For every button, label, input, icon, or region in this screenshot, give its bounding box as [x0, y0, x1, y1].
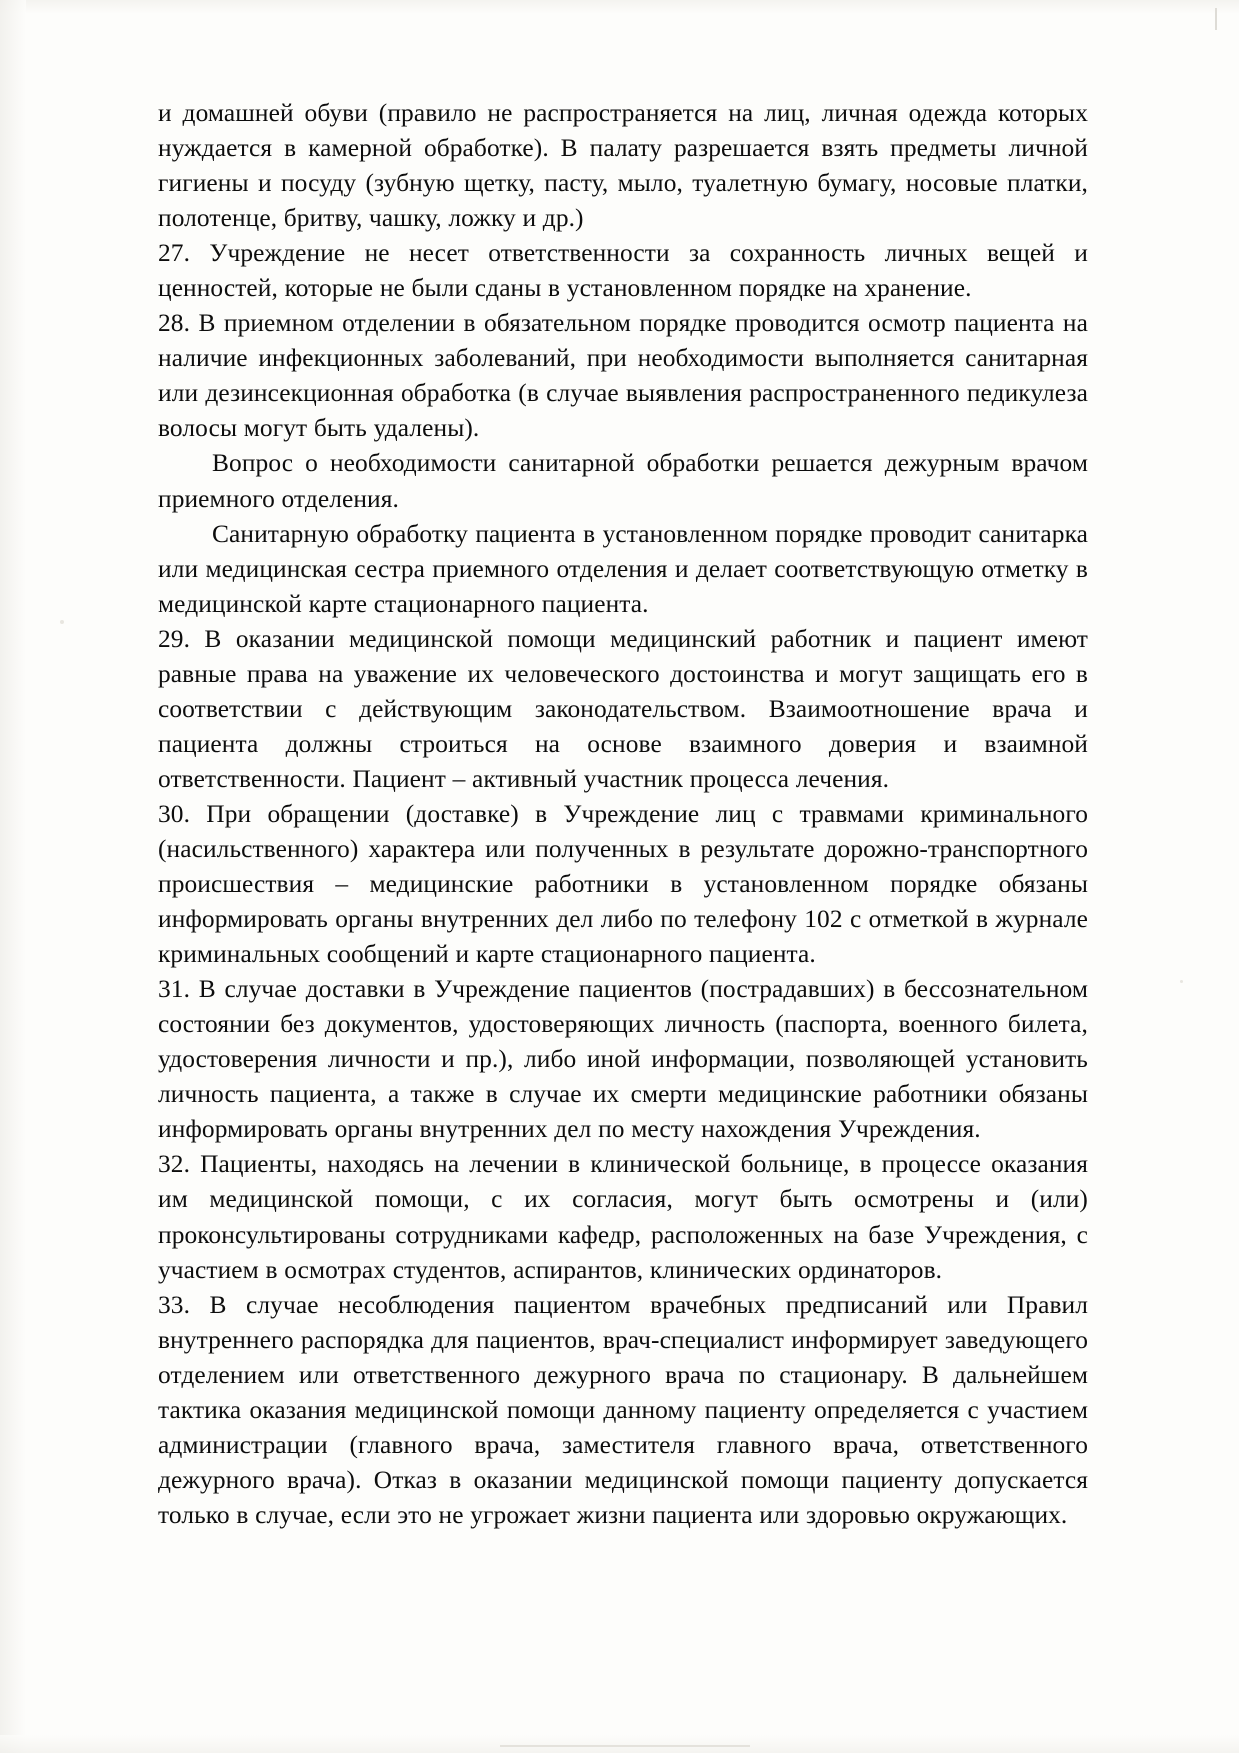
- paragraph-32: 32. Пациенты, находясь на лечении в клинической больнице, в процессе оказания им медицинской помощи, с их согласия, могут быть осмотрены и (или) проконсультированы сотрудниками кафедр, расположенных на базе Учреждения, с участием в осмотрах студентов, аспирантов, клинических ординаторов.: [158, 1150, 1088, 1284]
- paragraph-28: 28. В приемном отделении в обязательном порядке проводится осмотр пациента на наличие инфекционных заболеваний, при необходимости выполняется санитарная или дезинсекционная обработка (в случае выявления распространенного педикулеза волосы могут быть удалены).: [158, 309, 1088, 443]
- paragraph-continuation: и домашней обуви (правило не распространяется на лиц, личная одежда которых нуждается в камерной обработке). В палату разрешается взять предметы личной гигиены и посуду (зубную щетку, пасту, мыло, туалетную бумагу, носовые платки, полотенце, бритву, чашку, ложку и др.): [158, 99, 1088, 233]
- paper-speck: [60, 620, 64, 624]
- scan-artifact-bottom: [500, 1745, 750, 1747]
- paragraph-28-sub-2: Санитарную обработку пациента в установленном порядке проводит санитарка или медицинская сестра приемного отделения и делает соответствующую отметку в медицинской карте стационарного пациента.: [158, 519, 1088, 618]
- paragraph-30: 30. При обращении (доставке) в Учреждение лиц с травмами криминального (насильственного) характера или полученных в результате дорожно-транспортного происшествия – медицинские работники в установленном порядке обязаны информировать органы внутренних дел либо по телефону 102 с отметкой в журнале криминальных сообщений и карте стационарного пациента.: [158, 799, 1088, 969]
- scan-artifact-right: [1215, 8, 1217, 30]
- paragraph-27: 27. Учреждение не несет ответственности за сохранность личных вещей и ценностей, которые не были сданы в установленном порядке на хранение.: [158, 239, 1088, 303]
- paragraph-33: 33. В случае несоблюдения пациентом врачебных предписаний или Правил внутреннего распорядка для пациентов, врач-специалист информирует заведующего отделением или ответственного дежурного врача по стационару. В дальнейшем тактика оказания медицинской помощи данному пациенту определяется с участием администрации (главного врача, заместителя главного врача, ответственного дежурного врача). Отказ в оказании медицинской помощи пациенту допускается только в случае, если это не угрожает жизни пациента или здоровью окружающих.: [158, 1290, 1088, 1529]
- paragraph-28-sub-1: Вопрос о необходимости санитарной обработки решается дежурным врачом приемного отделения.: [158, 449, 1088, 513]
- paragraph-31: 31. В случае доставки в Учреждение пациентов (пострадавших) в бессознательном состоянии без документов, удостоверяющих личность (паспорта, военного билета, удостоверения личности и пр.), либо иной информации, позволяющей установить личность пациента, а также в случае их смерти медицинские работники обязаны информировать органы внутренних дел по месту нахождения Учреждения.: [158, 975, 1088, 1144]
- document-body: [158, 96, 1088, 1533]
- page-edge-top: [0, 0, 1239, 14]
- paper-speck: [1180, 980, 1183, 983]
- paragraph-29: 29. В оказании медицинской помощи медицинский работник и пациент имеют равные права на уважение их человеческого достоинства и могут защищать его в соответствии с действующим законодательством. Взаимоотношение врача и пациента должны строиться на основе взаимного доверия и взаимной ответственности. Пациент – активный участник процесса лечения.: [158, 624, 1088, 793]
- page-edge-left: [0, 0, 26, 1753]
- page-edge-bottom: [0, 1735, 1239, 1753]
